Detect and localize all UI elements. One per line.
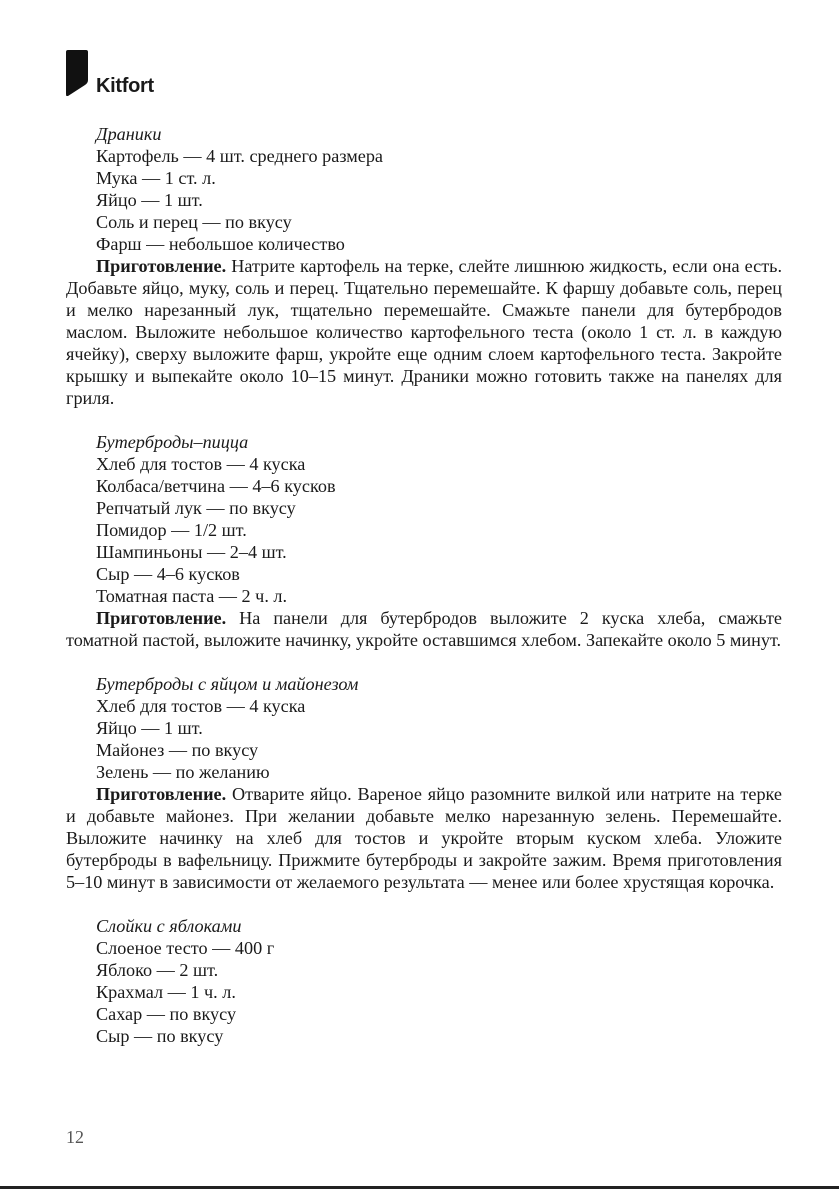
ingredient-item: Сахар — по вкусу <box>96 1004 237 1024</box>
recipe-title: Бутерброды–пицца <box>96 432 249 452</box>
recipe-sandwich-pizza <box>66 431 782 651</box>
ingredient-item: Шампиньоны — 2–4 шт. <box>96 542 287 562</box>
ingredient-item: Яйцо — 1 шт. <box>96 190 203 210</box>
ingredient-item: Яйцо — 1 шт. <box>96 718 203 738</box>
recipe-title: Бутерброды с яйцом и майонезом <box>96 674 359 694</box>
page-content <box>66 123 782 1069</box>
recipe-egg-mayo-sandwich <box>66 673 782 893</box>
recipe-title: Слойки с яблоками <box>96 916 242 936</box>
method-text: На панели для бутербродов выложите 2 куска хлеба, смажьте томатной пастой, выложите начинку, укройте оставшимся хлебом. Запекайте около 5 минут. <box>66 608 782 650</box>
ingredient-item: Соль и перец — по вкусу <box>96 212 292 232</box>
recipe-title: Драники <box>96 124 162 144</box>
brand-logo <box>66 50 166 100</box>
ingredient-item: Хлеб для тостов — 4 куска <box>96 696 306 716</box>
recipe-draniki <box>66 123 782 409</box>
ingredient-item: Слоеное тесто — 400 г <box>96 938 275 958</box>
method-text: Отварите яйцо. Вареное яйцо разомните вилкой или натрите на терке и добавьте майонез. При желании добавьте мелко нарезанную зелень. Перемешайте. Выложите начинку на хлеб для тостов и укройте вторым куском хлеба. Уложите бутерброды в вафельницу. Прижмите бутерброды и закройте зажим. Время приготовления 5–10 минут в зависимости от желаемого результата — менее или более хрустящая корочка. <box>66 784 782 892</box>
ingredient-item: Колбаса/ветчина — 4–6 кусков <box>96 476 336 496</box>
ingredient-item: Фарш — небольшое количество <box>96 234 345 254</box>
method-text: Натрите картофель на терке, слейте лишнюю жидкость, если она есть. Добавьте яйцо, муку, соль и перец. Тщательно перемешайте. К фаршу добавьте соль, перец и мелко нарезанный лук, тщательно перемешайте. Смажьте панели для бутербродов маслом. Выложите небольшое количество картофельного теста (около 1 ст. л. в каждую ячейку), сверху выложите фарш, укройте еще одним слоем картофельного теста. Закройте крышку и выпекайте около 10–15 минут. Драники можно готовить также на панелях для гриля. <box>66 256 782 408</box>
ingredient-item: Томатная паста — 2 ч. л. <box>96 586 288 606</box>
recipe-method <box>66 607 782 651</box>
ingredient-item: Картофель — 4 шт. среднего размера <box>96 146 383 166</box>
ingredient-item: Сыр — 4–6 кусков <box>96 564 240 584</box>
ingredient-item: Репчатый лук — по вкусу <box>96 498 296 518</box>
ingredient-item: Мука — 1 ст. л. <box>96 168 216 188</box>
method-label: Приготовление. <box>96 608 227 628</box>
recipe-method <box>66 255 782 409</box>
method-label: Приготовление. <box>96 784 227 804</box>
ingredient-item: Сыр — по вкусу <box>96 1026 224 1046</box>
recipe-apple-puffs <box>66 915 782 1047</box>
ingredient-item: Крахмал — 1 ч. л. <box>96 982 236 1002</box>
method-label: Приготовление. <box>96 256 227 276</box>
ingredient-item: Яблоко — 2 шт. <box>96 960 219 980</box>
kitfort-logo-icon <box>66 50 88 96</box>
ingredient-item: Помидор — 1/2 шт. <box>96 520 247 540</box>
recipe-method <box>66 783 782 893</box>
ingredient-item: Майонез — по вкусу <box>96 740 259 760</box>
ingredient-item: Зелень — по желанию <box>96 762 270 782</box>
page-number: 12 <box>66 1127 84 1147</box>
ingredient-item: Хлеб для тостов — 4 куска <box>96 454 306 474</box>
brand-name: Kitfort <box>96 75 154 97</box>
